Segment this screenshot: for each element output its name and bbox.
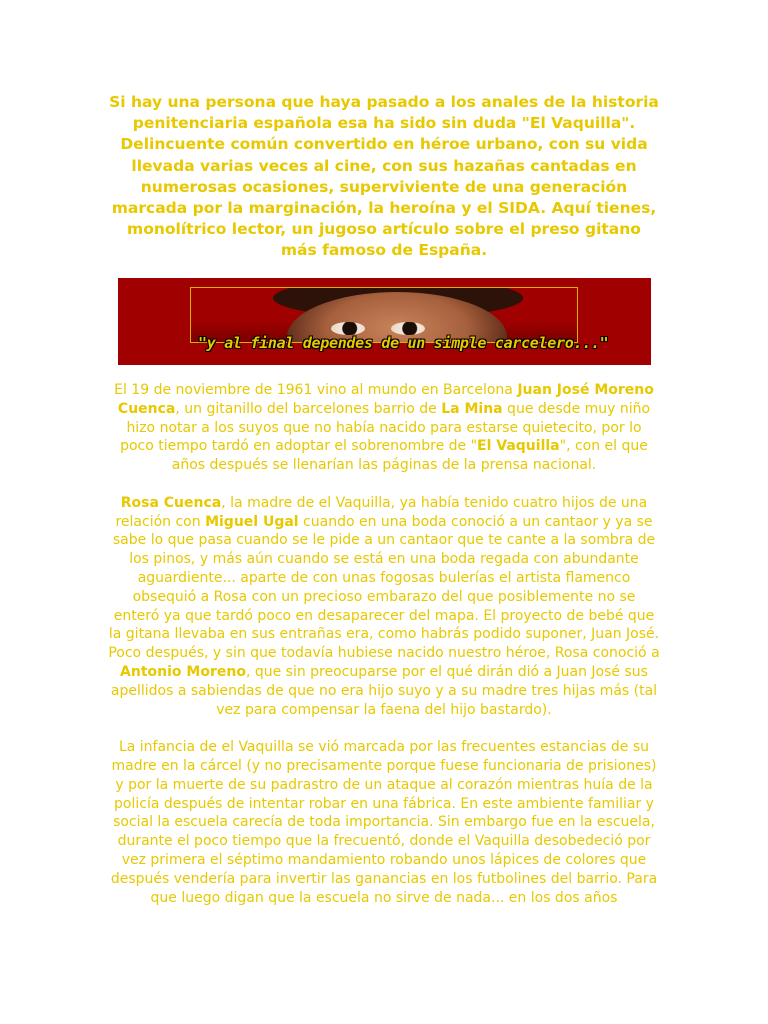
bold-name: Antonio Moreno bbox=[120, 663, 246, 680]
text-run: El 19 de noviembre de 1961 vino al mundo en Barcelona bbox=[114, 382, 518, 398]
bold-name: Juan José Moreno Cuenca bbox=[117, 382, 654, 417]
text-run: , que sin preocuparse por el qué dirán dió a Juan José sus apellidos a sabiendas de que no era hijo suyo y a su madre tres hijas más (tal vez para compensar la faena del hijo bastardo). bbox=[110, 663, 658, 718]
text-run: La infancia de el Vaquilla se vió marcada por las frecuentes estancias de su madre en la cárcel (y no precisamente porque fuese funcionaria de prisiones) y por la muerte de su padrastro de un ataque al corazón mientras huía de la policía después de intentar robar en una fábrica. En este ambiente familiar y social la escuela carecía de toda importancia. Sin embargo fue en la escuela, durante el poco tiempo que la frecuentó, donde el Vaquilla desobedeció por vez primera el séptimo mandamiento robando unos lápices de colores que después vendería para invertir las ganancias en los futbolines del barrio. Para que luego digan que la escuela no sirve de nada... en los dos años bbox=[110, 739, 658, 906]
bold-name: La Mina bbox=[441, 400, 503, 417]
text-run: que desde muy niño hizo notar a los suyos que no había nacido para estarse quietecito, por lo poco tiempo tardó en adoptar el sobrenombre de " bbox=[120, 400, 651, 455]
bold-name: Miguel Ugal bbox=[205, 513, 299, 530]
bold-name: Rosa Cuenca bbox=[120, 494, 222, 511]
intro-paragraph: Si hay una persona que haya pasado a los anales de la historia penitenciaria española esa ha sido sin duda "El Vaquilla". Delincuente común convertido en héroe urbano, con su vida llevada varias veces al cine, con sus hazañas cantadas en numerosas ocasiones, superviviente de una generación marcada por la marginación, la heroína y el SIDA. Aquí tienes, monolítrico lector, un jugoso artículo sobre el preso gitano más famoso de España. bbox=[109, 93, 659, 260]
banner-tagline: "y al final dependes de un simple carcelero..." bbox=[198, 334, 609, 352]
article-body bbox=[108, 381, 660, 926]
paragraph-childhood bbox=[108, 738, 660, 907]
text-run: , la madre de el Vaquilla, ya había tenido cuatro hijos de una relación con bbox=[115, 494, 648, 530]
paragraph-birth bbox=[108, 381, 660, 475]
banner-image bbox=[118, 278, 651, 365]
text-run: cuando en una boda conoció a un cantaor y ya se sabe lo que pasa cuando se le pide a un cantaor que te cante a la sombra de los pinos, y más aún cuando se está en una boda regada con abundante aguardiente... aparte de con unas fogosas bulerías el artista flamenco obsequió a Rosa con un precioso embarazo del que posiblemente no se enteró ya que tardó poco en desaparecer del mapa. El proyecto de bebé que la gitana llevaba en sus entrañas era, como habrás podido suponer, Juan José. Poco después, y sin que todavía hubiese nacido nuestro héroe, Rosa conoció a bbox=[108, 513, 660, 662]
bold-name: El Vaquilla bbox=[477, 438, 560, 455]
text-run: , un gitanillo del barcelones barrio de bbox=[175, 400, 442, 417]
text-run: ", con el que años después se llenarían las páginas de la prensa nacional. bbox=[171, 438, 648, 474]
paragraph-family bbox=[108, 494, 660, 720]
